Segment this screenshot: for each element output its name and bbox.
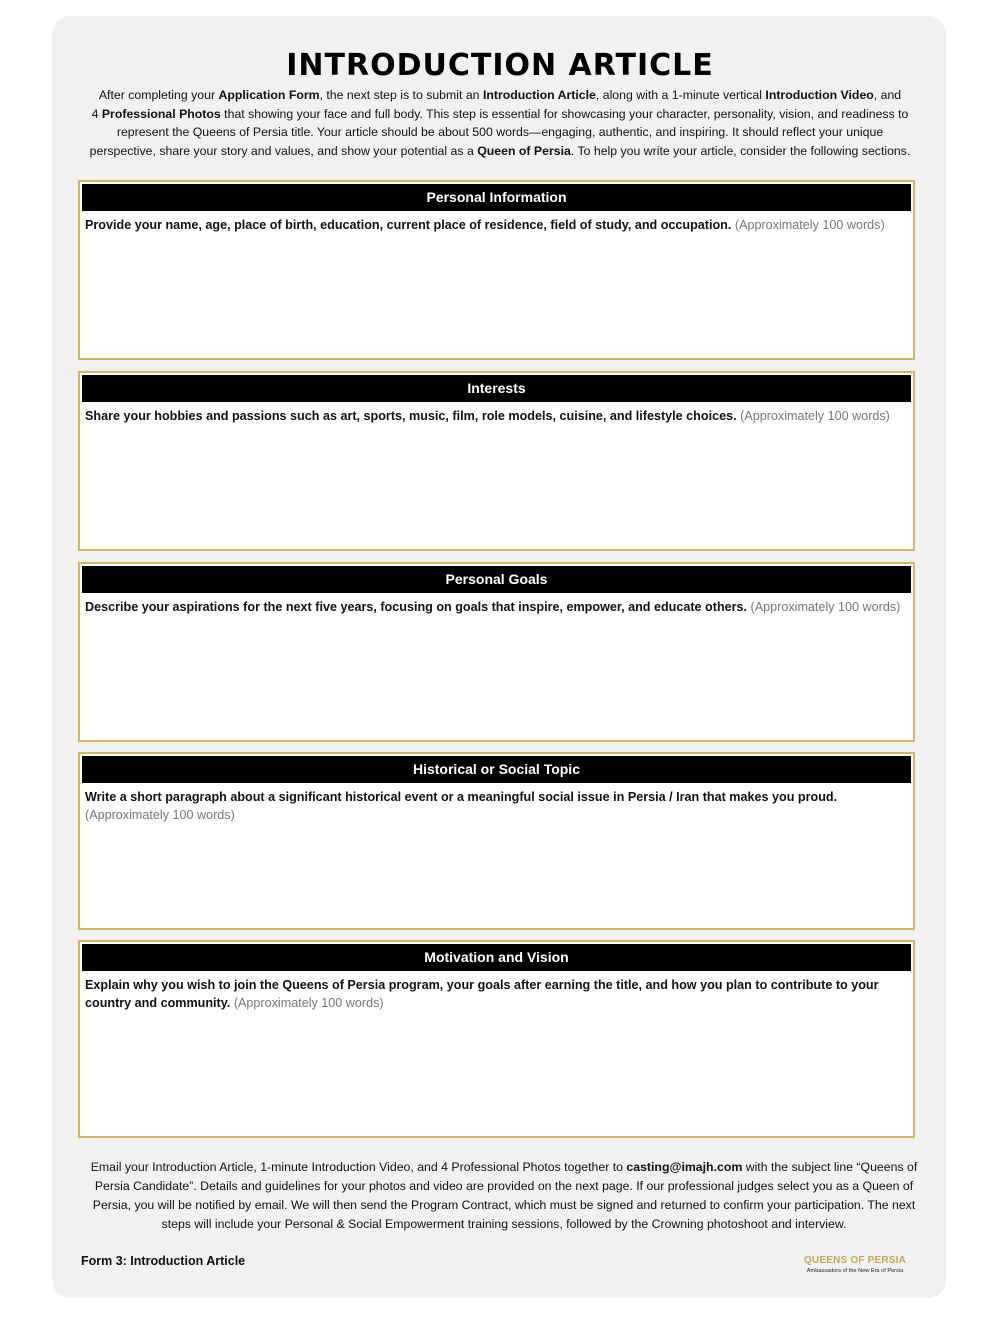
section-prompt: Share your hobbies and passions such as art, sports, music, film, role models, cuisine, and lifestyle choices. xyxy=(85,409,737,423)
bold-text: Professional Photos xyxy=(101,106,221,121)
brand-logo xyxy=(790,1255,920,1275)
answer-area-motivation-vision[interactable] xyxy=(80,973,913,1012)
word-count-note: (Approximately 100 words) xyxy=(740,409,890,423)
text-run: Persia, you will be notified by email. We will then send the Program Contract, which must be signed and returned to confirm your participation. The next xyxy=(92,1198,916,1212)
text-run: perspective, share your story and values, and show your potential as a xyxy=(89,143,478,158)
section-header: Historical or Social Topic xyxy=(82,756,911,783)
section-header: Personal Information xyxy=(82,184,911,211)
text-run: Persia Candidate”. Details and guidelines for your photos and video are provided on the next page. If our professional judges select you as a Queen of xyxy=(94,1179,914,1193)
text-run: . To help you write your article, consider the following sections. xyxy=(570,143,911,158)
bold-text: Introduction Article xyxy=(482,88,596,102)
word-count-note: (Approximately 100 words) xyxy=(233,996,384,1010)
section-header: Personal Goals xyxy=(82,566,911,593)
page-title: INTRODUCTION ARTICLE xyxy=(286,48,714,83)
answer-area-personal-information[interactable] xyxy=(80,213,913,234)
text-run: After completing your xyxy=(98,88,219,102)
bold-text: Queen of Persia xyxy=(477,143,571,158)
section-prompt: Provide your name, age, place of birth, education, current place of residence, field of study, and occupation. xyxy=(85,218,732,232)
section-header: Motivation and Vision xyxy=(82,944,911,971)
section-motivation-vision xyxy=(78,940,915,1138)
text-run: Email your Introduction Article, 1-minute Introduction Video, and 4 Professional Photos together to xyxy=(90,1160,627,1174)
word-count-note: (Approximately 100 words) xyxy=(85,808,235,822)
section-personal-goals xyxy=(78,562,915,742)
section-prompt: Explain why you wish to join the Queens of Persia program, your goals after earning the title, and how you plan to contribute to your country and community. xyxy=(85,978,879,1010)
answer-area-historical-social-topic[interactable] xyxy=(80,785,913,824)
bold-text: Application Form xyxy=(218,88,320,102)
word-count-note: (Approximately 100 words) xyxy=(734,218,885,232)
text-run: , and xyxy=(873,88,902,102)
section-personal-information xyxy=(78,180,915,360)
text-run: represent the Queens of Persia title. Your article should be about 500 words—engaging, authentic, and inspiring. It should reflect your unique xyxy=(116,125,884,140)
text-run: 4 xyxy=(91,106,102,121)
answer-area-interests[interactable] xyxy=(80,404,913,425)
section-header: Interests xyxy=(82,375,911,402)
brand-name: QUEENS OF PERSIA xyxy=(803,1255,907,1266)
section-prompt: Describe your aspirations for the next five years, focusing on goals that inspire, empower, and educate others. xyxy=(85,600,748,614)
text-run: steps will include your Personal & Social Empowerment training sessions, followed by the Crowning photoshoot and interview. xyxy=(161,1217,847,1231)
brand-tagline: Ambassadors of the New Era of Persia xyxy=(806,1268,904,1274)
answer-area-personal-goals[interactable] xyxy=(80,595,913,616)
text-run: , along with a 1-minute vertical xyxy=(595,88,766,102)
intro-paragraph xyxy=(88,86,912,160)
text-run: , the next step is to submit an xyxy=(319,88,483,102)
word-count-note: (Approximately 100 words) xyxy=(750,600,901,614)
section-interests xyxy=(78,371,915,551)
text-run: with the subject line “Queens of xyxy=(742,1160,918,1174)
section-historical-social-topic xyxy=(78,752,915,930)
text-run: that showing your face and full body. This step is essential for showcasing your character, personality, vision, and readiness to xyxy=(220,106,909,121)
submission-instructions xyxy=(86,1158,922,1234)
bold-text: casting@imajh.com xyxy=(626,1160,743,1174)
bold-text: Introduction Video xyxy=(765,88,874,102)
section-prompt: Write a short paragraph about a significant historical event or a meaningful social issue in Persia / Iran that makes you proud. xyxy=(85,790,838,804)
form-label: Form 3: Introduction Article xyxy=(81,1254,246,1268)
